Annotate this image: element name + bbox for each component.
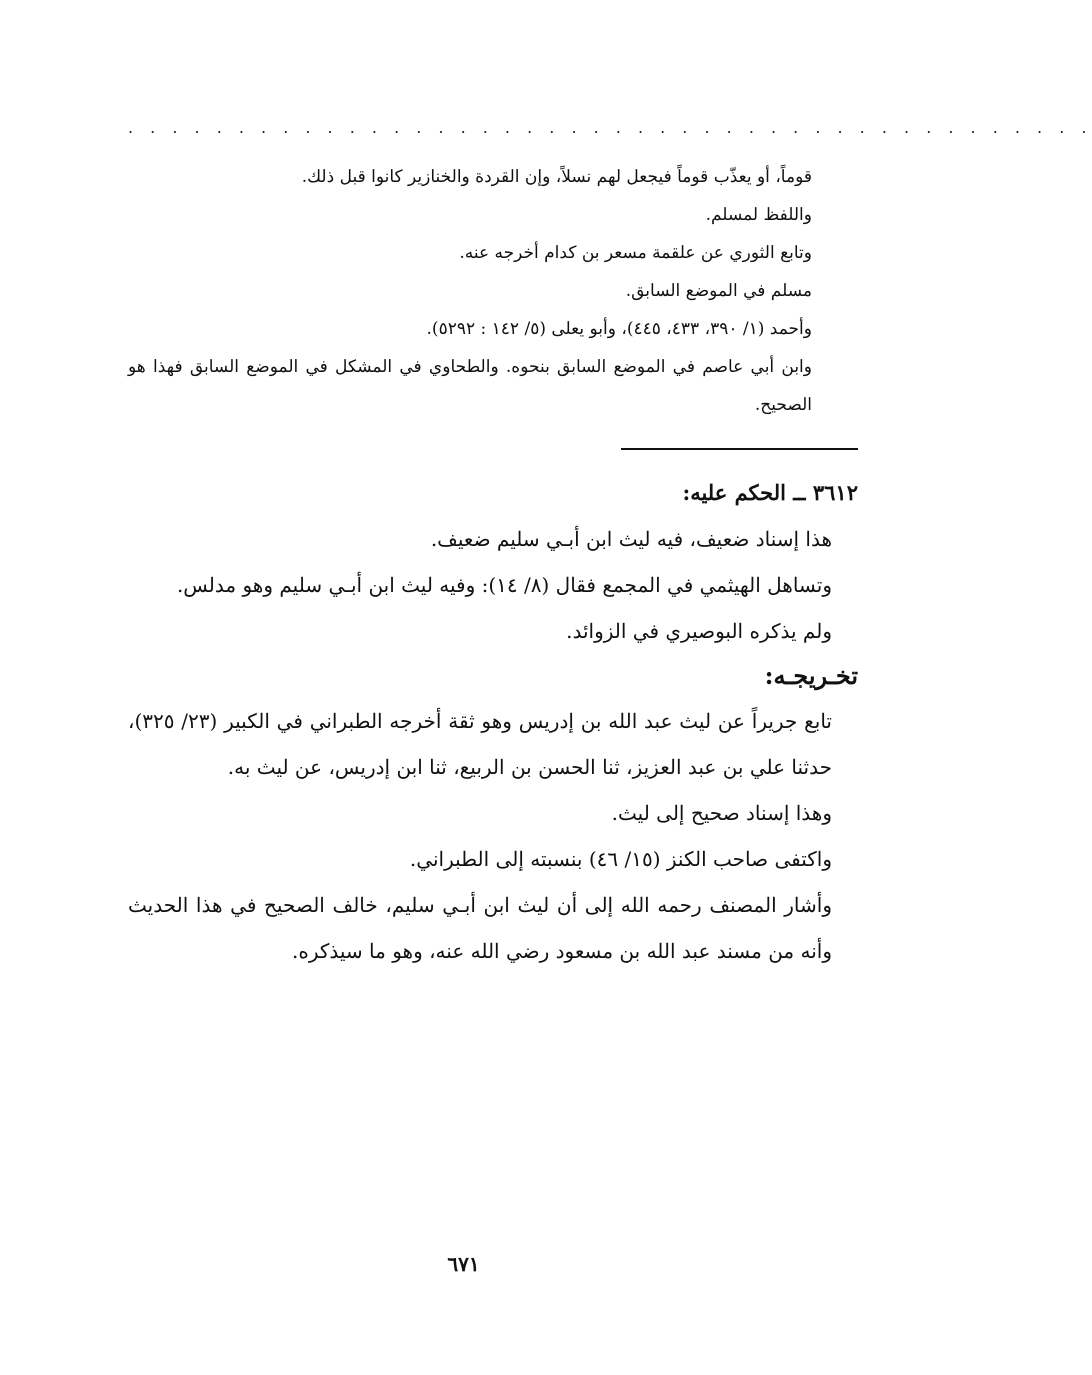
footnote-line: واللفظ لمسلم. (705, 205, 812, 225)
takhrij-line: وأشار المصنف رحمه الله إلى أن ليث ابن أبـي سليم، خالف الصحيح في هذا الحديث وأنه من مسند عبد الله بن مسعود رضي الله عنه، وهو ما سيذكره. (128, 893, 832, 963)
hukm-line: وتساهل الهيثمي في المجمع فقال (٨/ ١٤): وفيه ليث ابن أبـي سليم وهو مدلس. (176, 573, 832, 597)
footnote-line: وتابع الثوري عن علقمة مسعر بن كدام أخرجه عنه. (459, 243, 812, 263)
footnote-line: مسلم في الموضع السابق. (625, 281, 812, 301)
hukm-line: ولم يذكره البوصيري في الزوائد. (566, 619, 832, 643)
takhrij-heading: تخـريجـه: (764, 661, 858, 690)
section-separator (621, 448, 858, 450)
takhrij-line: تابع جريراً عن ليث عبد الله بن إدريس وهو ثقة أخرجه الطبراني في الكبير (٢٣/ ٣٢٥)، حدثنا علي بن عبد العزيز، ثنا الحسن بن الربيع، ثنا ابن إدريس، عن ليث به. (128, 709, 832, 779)
footnotes-block (128, 158, 812, 424)
takhrij-line: واكتفى صاحب الكنز (١٥/ ٤٦) بنسبته إلى الطبراني. (409, 847, 832, 871)
footnote-line: وابن أبي عاصم في الموضع السابق بنحوه. والطحاوي في المشكل في الموضع السابق فهذا هو الصحيح. (128, 357, 812, 415)
hukm-heading: ٣٦١٢ ــ الحكم عليه: (682, 480, 858, 505)
footnote-line: وأحمد (١/ ٣٩٠، ٤٣٣، ٤٤٥)، وأبو يعلى (٥/ ١٤٢ : ٥٢٩٢). (426, 319, 812, 339)
page-number: ٦٧١ (447, 1252, 480, 1276)
footnote-line: قوماً، أو يعذّب قوماً فيجعل لهم نسلاً، وإن القردة والخنازير كانوا قبل ذلك. (301, 167, 812, 187)
takhrij-line: وهذا إسناد صحيح إلى ليث. (611, 801, 832, 825)
main-text (128, 470, 858, 974)
hukm-line: هذا إسناد ضعيف، فيه ليث ابن أبـي سليم ضعيف. (430, 527, 832, 551)
dotted-rule: . . . . . . . . . . . . . . . . . . . . . . . . . . . . . . . . . . . . . . . . . . . . (128, 118, 1092, 137)
